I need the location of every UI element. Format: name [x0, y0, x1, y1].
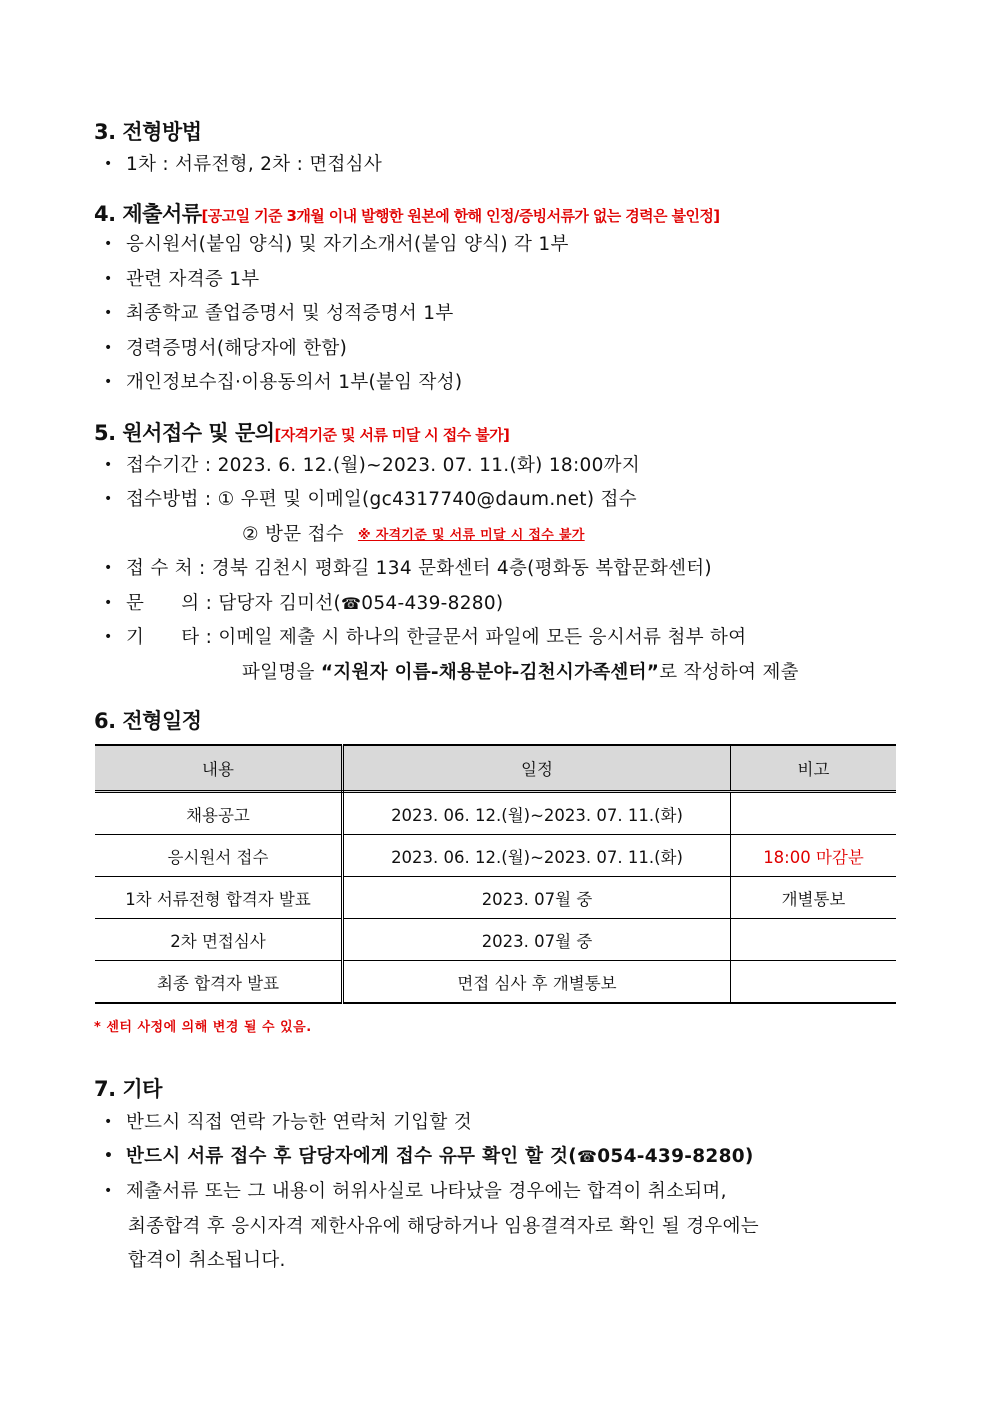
table-cell: 2023. 07월 중	[343, 919, 731, 961]
list-item: • 경력증명서(해당자에 한함)	[104, 338, 348, 359]
list-item: • 반드시 직접 연락 가능한 연락처 기입할 것	[104, 1112, 472, 1133]
table-cell	[731, 792, 897, 835]
list-item: • 접수기간 : 2023. 6. 12.(월)~2023. 07. 11.(화) 18:00까지	[104, 455, 640, 476]
bullet-icon: •	[104, 491, 113, 507]
table-cell: 2023. 06. 12.(월)~2023. 07. 11.(화)	[343, 835, 731, 877]
table-cell: 개별통보	[731, 877, 897, 919]
table-cell: 2023. 06. 12.(월)~2023. 07. 11.(화)	[343, 792, 731, 835]
table-cell: 응시원서 접수	[95, 835, 343, 877]
bullet-icon: •	[104, 340, 113, 356]
bullet-icon: •	[104, 560, 113, 576]
section-3-title: 3. 전형방법	[94, 120, 202, 144]
section-6-title: 6. 전형일정	[94, 709, 202, 733]
email-method: 접수방법 : ① 우편 및 이메일(gc4317740@daum.net) 접수	[126, 489, 637, 510]
bullet-icon: •	[104, 374, 113, 390]
visit-method: ② 방문 접수 ※ 자격기준 및 서류 미달 시 접수 불가	[242, 524, 585, 545]
list-item: • 최종학교 졸업증명서 및 성적증명서 1부	[104, 303, 454, 324]
filename-instruction: 파일명을 “지원자 이름-채용분야-김천시가족센터”로 작성하여 제출	[242, 662, 799, 683]
bullet-icon: •	[104, 595, 113, 611]
bullet-icon: •	[104, 156, 113, 172]
list-item: • 제출서류 또는 그 내용이 허위사실로 나타났을 경우에는 합격이 취소되며,	[104, 1181, 727, 1202]
table-header: 비고	[731, 745, 897, 792]
table-cell: 18:00 마감분	[731, 835, 897, 877]
bullet-icon: •	[104, 305, 113, 321]
table-cell: 채용공고	[95, 792, 343, 835]
table-row	[95, 835, 896, 877]
bullet-icon: •	[104, 629, 113, 645]
bullet-icon: •	[104, 1148, 114, 1164]
table-header-row	[95, 745, 896, 792]
table-row	[95, 919, 896, 961]
list-item: • 접 수 처 : 경북 김천시 평화길 134 문화센터 4층(평화동 복합문화센터)	[104, 558, 712, 579]
section-4-title: 4. 제출서류[공고일 기준 3개월 이내 발행한 원본에 한해 인정/증빙서류가 없는 경력은 불인정]	[94, 202, 720, 226]
list-item: • 응시원서(붙임 양식) 및 자기소개서(붙임 양식) 각 1부	[104, 234, 569, 255]
list-item: • 기 타 : 이메일 제출 시 하나의 한글문서 파일에 모든 응시서류 첨부 하여	[104, 627, 747, 648]
bullet-icon: •	[104, 1183, 113, 1199]
list-item: • 개인정보수집·이용동의서 1부(붙임 작성)	[104, 372, 463, 393]
bullet-icon: •	[104, 236, 113, 252]
table-cell	[731, 961, 897, 1004]
list-item-continuation: 최종합격 후 응시자격 제한사유에 해당하거나 임용결격자로 확인 될 경우에는	[128, 1216, 759, 1237]
phone-icon: ☎	[341, 594, 362, 613]
table-cell	[731, 919, 897, 961]
table-cell: 면접 심사 후 개별통보	[343, 961, 731, 1004]
visit-method-note: ※ 자격기준 및 서류 미달 시 접수 불가	[357, 528, 585, 543]
list-item: • 관련 자격증 1부	[104, 269, 260, 290]
schedule-table	[95, 744, 896, 1004]
table-cell: 1차 서류전형 합격자 발표	[95, 877, 343, 919]
section-7-title: 7. 기타	[94, 1077, 162, 1101]
schedule-note: * 센터 사정에 의해 변경 될 수 있음.	[94, 1020, 312, 1035]
table-row	[95, 792, 896, 835]
list-item: • 반드시 서류 접수 후 담당자에게 접수 유무 확인 할 것(☎054-439-8280)	[104, 1146, 754, 1167]
list-item	[104, 485, 637, 511]
table-header: 일정	[343, 745, 731, 792]
bullet-icon: •	[104, 457, 113, 473]
list-item: • 1차 : 서류전형, 2차 : 면접심사	[104, 154, 383, 175]
phone-icon: ☎	[577, 1147, 598, 1166]
table-cell: 2차 면접심사	[95, 919, 343, 961]
list-item: • 문 의 : 담당자 김미선(☎054-439-8280)	[104, 593, 504, 614]
bullet-icon: •	[104, 271, 113, 287]
table-cell: 2023. 07월 중	[343, 877, 731, 919]
list-item-continuation: 합격이 취소됩니다.	[128, 1250, 286, 1271]
table-cell: 최종 합격자 발표	[95, 961, 343, 1004]
section-5-note: [자격기준 및 서류 미달 시 접수 불가]	[274, 426, 510, 444]
bullet-icon: •	[104, 1114, 113, 1130]
section-4-note: [공고일 기준 3개월 이내 발행한 원본에 한해 인정/증빙서류가 없는 경력은 불인정]	[201, 207, 720, 225]
table-header: 내용	[95, 745, 343, 792]
section-5-title: 5. 원서접수 및 문의[자격기준 및 서류 미달 시 접수 불가]	[94, 421, 510, 445]
table-row	[95, 961, 896, 1004]
table-row	[95, 877, 896, 919]
